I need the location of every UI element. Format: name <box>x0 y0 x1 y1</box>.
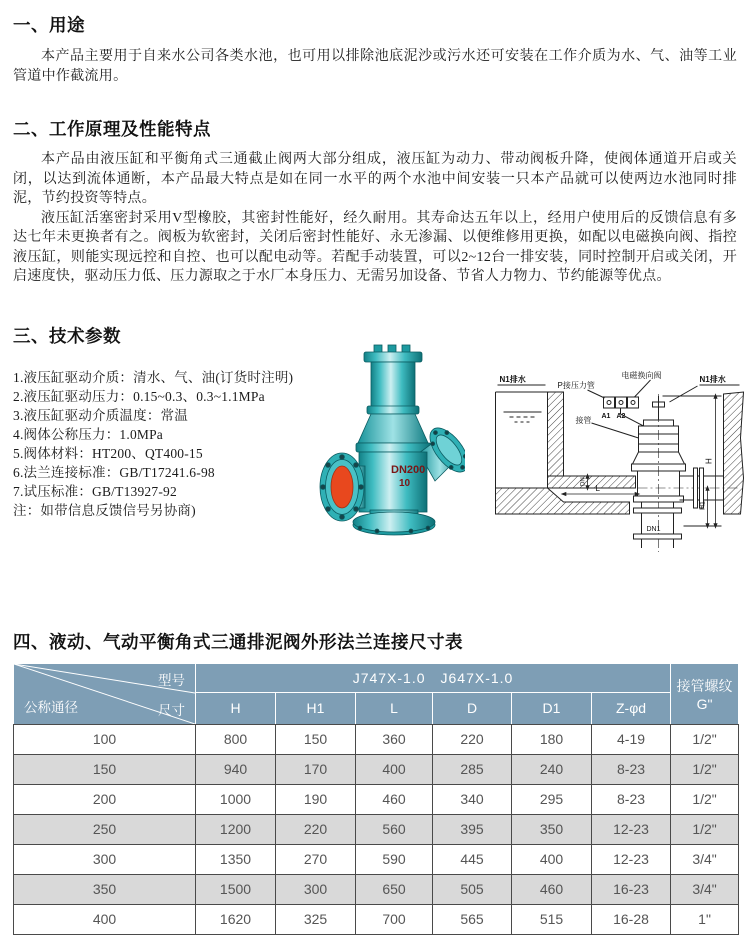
drawing-label-port-a1: A1 <box>601 412 611 420</box>
table-cell: 295 <box>512 784 592 814</box>
dim-column-header: Z-φd <box>592 692 671 724</box>
table-cell: 150 <box>276 724 356 754</box>
principle-paragraph-2: 液压缸活塞密封采用V型橡胶，其密封性能好，经久耐用。其寿命达五年以上，经用户使用后的反馈信息有多达七年未更换者有之。阀板为软密封，关闭后密封性能好、永无渗漏、以便维修用更换，如配以电磁换向阀、指控液压缸，则能实现远控和自控、也可以配电动等。若配手动装置，可以2~12台一排安装，同时控制开启或关闭，开启速度快，驱动压力低、压力源取之于水厂本身压力、无需另加设备、节省人力物力、节约能源等优点。 <box>13 210 737 284</box>
parameter-item: 4.阀体公称压力：1.0MPa <box>13 426 164 442</box>
table-cell: 285 <box>433 754 512 784</box>
table-cell: 220 <box>433 724 512 754</box>
table-cell: 400 <box>356 754 433 784</box>
table-row <box>14 814 739 844</box>
table-cell: 515 <box>512 904 592 934</box>
table-cell: 400 <box>512 844 592 874</box>
model-header-cell: J747X-1.0 J647X-1.0 <box>196 663 671 692</box>
drawing-dim-h: H <box>704 457 714 464</box>
table-cell: 1/2" <box>671 724 739 754</box>
table-cell: 340 <box>433 784 512 814</box>
parameter-item: 3.液压缸驱动介质温度：常温 <box>13 407 188 423</box>
table-cell: 16-23 <box>592 874 671 904</box>
table-row <box>14 724 739 754</box>
table-row <box>14 874 739 904</box>
table-cell: 12-23 <box>592 814 671 844</box>
table-cell: 150 <box>14 754 196 784</box>
drawing-linework <box>496 380 744 552</box>
table-row <box>14 754 739 784</box>
table-cell: 240 <box>512 754 592 784</box>
section-heading-usage: 一、用途 <box>13 15 85 35</box>
table-cell: 700 <box>356 904 433 934</box>
drawing-label-left-drain: N1排水 <box>499 374 526 384</box>
drawing-label-solenoid-valve: 电磁换向阀 <box>621 370 662 380</box>
table-cell: 8-23 <box>592 754 671 784</box>
table-cell: 400 <box>14 904 196 934</box>
drawing-dim-dn: DN <box>580 476 587 486</box>
table-cell: 3/4" <box>671 874 739 904</box>
corner-label-model: 型号 <box>158 672 185 688</box>
valve-product-photo <box>315 338 465 543</box>
usage-paragraph: 本产品主要用于自来水公司各类水池，也可用以排除池底泥沙或污水还可安装在工作介质为水、气、油等工业管道中作截流用。 <box>13 49 737 84</box>
table-cell: 12-23 <box>592 844 671 874</box>
dim-column-header: L <box>356 692 433 724</box>
table-cell: 1" <box>671 904 739 934</box>
parameter-item: 7.试压标准：GB/T13927-92 <box>13 483 177 499</box>
installation-drawing <box>487 368 750 558</box>
table-cell: 3/4" <box>671 844 739 874</box>
drawing-label-dn1: DN1 <box>646 525 661 533</box>
table-cell: 560 <box>356 814 433 844</box>
table-cell: 350 <box>14 874 196 904</box>
drawing-dim-l: L <box>595 483 600 493</box>
thread-header-cell: 接管螺纹G" <box>671 663 739 724</box>
valve-body-shapes <box>320 345 465 535</box>
flange-dimension-table <box>13 663 739 935</box>
corner-label-size: 尺寸 <box>158 702 185 718</box>
table-cell: 250 <box>14 814 196 844</box>
table-cell: 350 <box>512 814 592 844</box>
parameters-figures-area <box>13 358 737 623</box>
table-cell: 16-28 <box>592 904 671 934</box>
table-cell: 460 <box>356 784 433 814</box>
table-cell: 1/2" <box>671 754 739 784</box>
table-cell: 8-23 <box>592 784 671 814</box>
table-cell: 650 <box>356 874 433 904</box>
table-cell: 1620 <box>196 904 276 934</box>
dim-column-header: H <box>196 692 276 724</box>
table-cell: 940 <box>196 754 276 784</box>
table-cell: 1/2" <box>671 814 739 844</box>
table-cell: 1200 <box>196 814 276 844</box>
table-cell: 395 <box>433 814 512 844</box>
table-header <box>14 663 739 724</box>
table-cell: 505 <box>433 874 512 904</box>
technical-parameters-list <box>13 368 315 520</box>
drawing-label-pressure-pipe: P接压力管 <box>557 380 595 390</box>
table-cell: 460 <box>512 874 592 904</box>
table-row <box>14 904 739 934</box>
drawing-dim-h1: H1 <box>699 500 707 510</box>
dim-column-header: D1 <box>512 692 592 724</box>
table-cell: 1350 <box>196 844 276 874</box>
corner-label-diameter: 公称通径 <box>24 699 78 715</box>
parameter-item: 1.液压缸驱动介质：清水、气、油(订货时注明) <box>13 369 294 385</box>
drawing-label-port-a2: A2 <box>616 412 626 420</box>
parameter-item: 5.阀体材料：HT200、QT400-15 <box>13 445 203 461</box>
drawing-label-connect-pipe: 接管 <box>575 415 592 425</box>
valve-pressure-label: 10 <box>399 477 411 489</box>
table-cell: 190 <box>276 784 356 814</box>
table-cell: 180 <box>512 724 592 754</box>
dim-column-header: D <box>433 692 512 724</box>
table-cell: 100 <box>14 724 196 754</box>
table-cell: 445 <box>433 844 512 874</box>
table-cell: 300 <box>276 874 356 904</box>
table-cell: 4-19 <box>592 724 671 754</box>
table-cell: 590 <box>356 844 433 874</box>
table-cell: 1500 <box>196 874 276 904</box>
drawing-label-right-drain: N1排水 <box>699 374 726 384</box>
table-cell: 270 <box>276 844 356 874</box>
table-row <box>14 844 739 874</box>
table-cell: 360 <box>356 724 433 754</box>
table-row <box>14 784 739 814</box>
table-cell: 800 <box>196 724 276 754</box>
parameter-item: 6.法兰连接标准：GB/T17241.6-98 <box>13 464 215 480</box>
dim-column-header: H1 <box>276 692 356 724</box>
table-body <box>14 724 739 934</box>
table-cell: 1/2" <box>671 784 739 814</box>
principle-paragraph-1: 本产品由液压缸和平衡角式三通截止阀两大部分组成，液压缸为动力、带动阀板升降，使阀体通道开启或关闭，以达到流体通断，本产品最大特点是如在同一水平的两个水池中间安装一只本产品就可以使两边水池同时排泥，节约投资等特点。 <box>13 152 737 206</box>
table-cell: 220 <box>276 814 356 844</box>
table-cell: 170 <box>276 754 356 784</box>
section-heading-dimension-table: 四、液动、气动平衡角式三通排泥阀外形法兰连接尺寸表 <box>13 631 463 652</box>
table-cell: 325 <box>276 904 356 934</box>
valve-model-label: DN200 <box>391 463 426 476</box>
table-corner-cell <box>14 663 196 724</box>
parameter-item: 2.液压缸驱动压力：0.15~0.3、0.3~1.1MPa <box>13 388 265 404</box>
section-heading-parameters: 三、技术参数 <box>13 325 121 346</box>
section-heading-principle: 二、工作原理及性能特点 <box>13 119 211 139</box>
table-cell: 1000 <box>196 784 276 814</box>
table-cell: 200 <box>14 784 196 814</box>
table-cell: 300 <box>14 844 196 874</box>
table-cell: 565 <box>433 904 512 934</box>
parameter-item: 注：如带信息反馈信号另协商) <box>13 502 196 518</box>
